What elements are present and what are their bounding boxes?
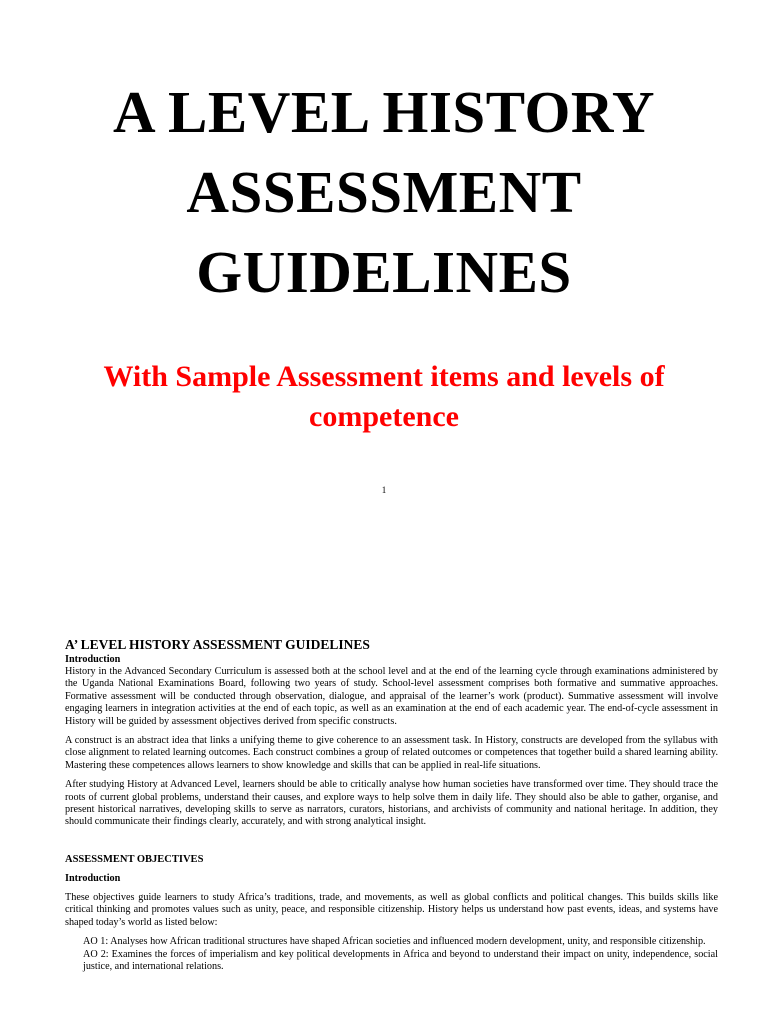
objectives-heading: ASSESSMENT OBJECTIVES — [65, 853, 204, 865]
objectives-list — [65, 936, 718, 973]
objective-ao2: AO 2: Examines the forces of imperialism and key political developments in Africa and beyond to understand their impact on unity, independence, social justice, and international relations. — [83, 948, 718, 972]
document-body — [65, 636, 718, 973]
paragraph-3: After studying History at Advanced Level, learners should be able to critically analyse how human societies have transformed over time. They should trace the roots of current global problems, understand their causes, and explore ways to help solve them in daily life. They should also be able to gather, organise, and present historical narratives, developing skills to serve as narrators, curators, historians, and archivists of community and national heritage. In addition, they should communicate their findings clearly, accurately, and with strong analytical insight. — [65, 779, 718, 828]
paragraph-1: History in the Advanced Secondary Curriculum is assessed both at the school level and at the end of the learning cycle through examinations administered by the Uganda National Examinations Board, following two years of study. School-level assessment comprises both formative and summative approaches. Formative assessment will be conducted through observation, dialogue, and appraisal of the learner’s work (product). Summative assessment will involve engaging learners in integration activities at the end of each topic, as well as an examination at the end of each academic year. The end-of-cycle assessment in History will be guided by assessment objectives derived from specific constructs. — [65, 666, 718, 727]
cover-title-line-1: A LEVEL HISTORY — [112, 79, 656, 145]
page-number: 1 — [381, 485, 387, 495]
objectives-introduction-label: Introduction — [65, 872, 121, 884]
introduction-label: Introduction — [65, 654, 121, 665]
cover-subtitle-line-1: With Sample Assessment items and levels of — [103, 360, 665, 393]
cover-subtitle-line-2: competence — [309, 400, 459, 433]
paragraph-2: A construct is an abstract idea that links a unifying theme to give coherence to an assessment task. In History, constructs are developed from the syllabus with close alignment to related learning outcomes. Each construct combines a group of related outcomes or competences that together build a shared learning ability. Mastering these competences allows learners to show knowledge and skills that can be applied in real-life situations. — [65, 735, 718, 771]
cover-title-line-3: GUIDELINES — [196, 239, 572, 305]
cover-title-line-2: ASSESSMENT — [186, 159, 582, 225]
objectives-intro-text: These objectives guide learners to study Africa’s traditions, trade, and movements, as well as global conflicts and political changes. This builds skills like critical thinking and promotes values such as unity, peace, and responsible citizenship. History helps us understand how past events, ideas, and systems have shaped today’s world as listed below: — [65, 891, 718, 928]
document-heading: A’ LEVEL HISTORY ASSESSMENT GUIDELINES — [65, 637, 370, 652]
cover-title — [40, 72, 728, 312]
objective-ao1: AO 1: Analyses how African traditional structures have shaped African societies and influenced modern development, unity, and responsible citizenship. — [83, 936, 706, 948]
cover-subtitle — [40, 357, 728, 437]
